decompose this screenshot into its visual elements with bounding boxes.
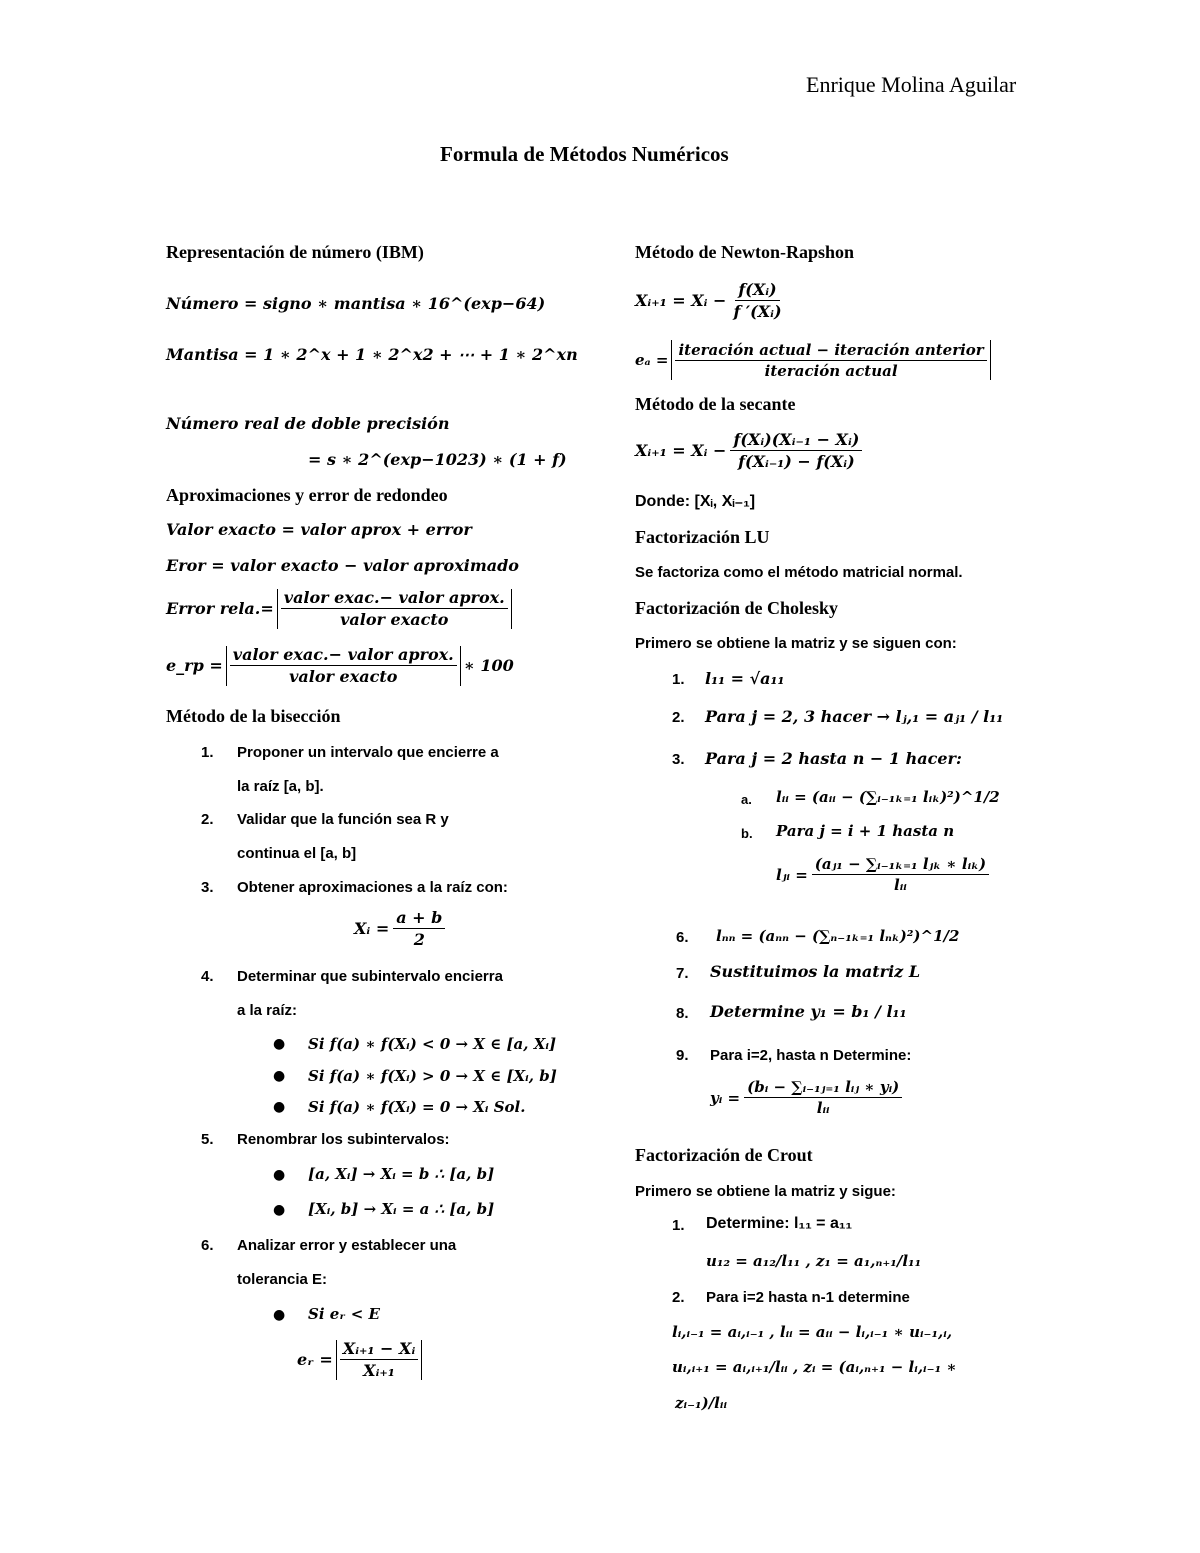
newton-lhs: Xᵢ₊₁ = Xᵢ − bbox=[635, 291, 727, 310]
abs-bar-left bbox=[671, 340, 672, 380]
step-text: a la raíz: bbox=[237, 1002, 298, 1019]
numero-formula: Número = signo ∗ mantisa ∗ 16^(exp−64) bbox=[166, 294, 546, 313]
ea-numerator: iteración actual − iteración anterior bbox=[675, 341, 986, 361]
rename-item: [Xᵢ, b] → Xᵢ = a ∴ [a, b] bbox=[308, 1200, 495, 1218]
cholesky-heading: Factorización de Cholesky bbox=[635, 598, 838, 618]
secante-numerator: f(Xᵢ)(Xᵢ₋₁ − Xᵢ) bbox=[730, 430, 862, 451]
step-number: 2. bbox=[672, 709, 685, 726]
step-number: 3. bbox=[672, 751, 685, 768]
bullet-icon: ● bbox=[273, 1202, 286, 1218]
yi-denominator: lᵢᵢ bbox=[816, 1099, 830, 1117]
step-text: la raíz [a, b]. bbox=[237, 778, 324, 795]
yi-lhs: yᵢ = bbox=[710, 1088, 741, 1107]
bullet-icon: ● bbox=[273, 1167, 286, 1183]
crout-step: Para i=2 hasta n-1 determine bbox=[706, 1289, 910, 1306]
step-text: Determinar que subintervalo encierra bbox=[237, 968, 503, 985]
step-text: tolerancia E: bbox=[237, 1271, 328, 1288]
valor-exacto-formula: Valor exacto = valor aprox + error bbox=[166, 520, 472, 539]
substep-letter: b. bbox=[741, 826, 753, 841]
step-text: continua el [a, b] bbox=[237, 845, 357, 862]
abs-bar-right bbox=[990, 340, 991, 380]
case-item: Si f(a) ∗ f(Xᵢ) < 0 → X ∈ [a, Xᵢ] bbox=[308, 1035, 557, 1053]
abs-bar-right bbox=[511, 589, 512, 629]
crout-intro: Primero se obtiene la matriz y sigue: bbox=[635, 1183, 896, 1200]
cholesky-step: Para i=2, hasta n Determine: bbox=[710, 1047, 912, 1064]
er-formula bbox=[297, 1339, 425, 1380]
mantisa-formula: Mantisa = 1 ∗ 2^x + 1 ∗ 2^x2 + ⋯ + 1 ∗ 2^xn bbox=[166, 345, 578, 364]
newton-heading: Método de Newton-Rapshon bbox=[635, 242, 855, 262]
tolerance-case: Si eᵣ < E bbox=[308, 1305, 380, 1323]
error-rela-formula bbox=[166, 588, 515, 629]
lji-formula bbox=[776, 855, 989, 894]
erp-numerator: valor exac.− valor aprox. bbox=[230, 645, 457, 666]
step-number: 7. bbox=[676, 965, 689, 982]
crout-formula-line: lᵢ,ᵢ₋₁ = aᵢ,ᵢ₋₁ , lᵢᵢ = aᵢᵢ − lᵢ,ᵢ₋₁ ∗ uᵢ₋₁,ᵢ, bbox=[672, 1323, 953, 1341]
secante-heading: Método de la secante bbox=[635, 394, 796, 414]
erp-denominator: valor exacto bbox=[289, 667, 398, 686]
lu-text: Se factoriza como el método matricial normal. bbox=[635, 564, 963, 581]
er-numerator: Xᵢ₊₁ − Xᵢ bbox=[340, 1339, 418, 1360]
crout-step-detail: u₁₂ = a₁₂/l₁₁ , z₁ = a₁,ₙ₊₁/l₁₁ bbox=[706, 1252, 922, 1270]
step-text: Analizar error y establecer una bbox=[237, 1237, 457, 1254]
lu-heading: Factorización LU bbox=[635, 527, 770, 547]
step-text: Proponer un intervalo que encierre a bbox=[237, 744, 499, 761]
step-number: 8. bbox=[676, 1005, 689, 1022]
secante-lhs: Xᵢ₊₁ = Xᵢ − bbox=[635, 441, 727, 460]
error-rela-numerator: valor exac.− valor aprox. bbox=[281, 588, 508, 609]
abs-bar-right bbox=[460, 646, 461, 686]
eror-formula: Eror = valor exacto − valor aproximado bbox=[166, 556, 519, 575]
abs-bar-left bbox=[336, 1340, 337, 1380]
step-number: 1. bbox=[201, 744, 214, 761]
cholesky-substep: lᵢᵢ = (aᵢᵢ − (∑ᵢ₋₁ₖ₌₁ lᵢₖ)²)^1/2 bbox=[776, 788, 1000, 806]
lji-lhs: lⱼᵢ = bbox=[776, 865, 808, 884]
step-number: 1. bbox=[672, 671, 685, 688]
page-title: Formula de Métodos Numéricos bbox=[440, 142, 729, 166]
newton-formula bbox=[635, 280, 785, 321]
step-number: 6. bbox=[676, 929, 689, 946]
substep-letter: a. bbox=[741, 792, 752, 807]
case-item: Si f(a) ∗ f(Xᵢ) = 0 → Xᵢ Sol. bbox=[308, 1098, 526, 1116]
crout-step: Determine: l₁₁ = a₁₁ bbox=[706, 1215, 853, 1232]
case-item: Si f(a) ∗ f(Xᵢ) > 0 → X ∈ [Xᵢ, b] bbox=[308, 1067, 557, 1085]
crout-heading: Factorización de Crout bbox=[635, 1145, 813, 1165]
xi-numerator: a + b bbox=[393, 908, 445, 929]
abs-bar-left bbox=[226, 646, 227, 686]
ibm-heading: Representación de número (IBM) bbox=[166, 242, 424, 262]
bullet-icon: ● bbox=[273, 1068, 286, 1084]
erp-formula bbox=[166, 645, 514, 686]
biseccion-heading: Método de la bisección bbox=[166, 706, 341, 726]
step-text: Validar que la función sea R y bbox=[237, 811, 449, 828]
cholesky-step: Sustituimos la matriz L bbox=[710, 962, 921, 981]
er-lhs: eᵣ = bbox=[297, 1350, 333, 1369]
step-number: 1. bbox=[672, 1217, 685, 1234]
error-rela-label: Error rela.= bbox=[166, 599, 274, 618]
cholesky-step: Para j = 2 hasta n − 1 hacer: bbox=[705, 749, 962, 768]
xi-formula bbox=[354, 908, 445, 949]
bullet-icon: ● bbox=[273, 1099, 286, 1115]
step-number: 3. bbox=[201, 879, 214, 896]
step-number: 5. bbox=[201, 1131, 214, 1148]
cholesky-step: Para j = 2, 3 hacer → lⱼ,₁ = aⱼ₁ / l₁₁ bbox=[705, 707, 1004, 726]
xi-denominator: 2 bbox=[413, 930, 425, 949]
cholesky-intro: Primero se obtiene la matriz y se siguen con: bbox=[635, 635, 957, 652]
aprox-heading: Aproximaciones y error de redondeo bbox=[166, 485, 448, 505]
ea-formula bbox=[635, 340, 994, 380]
step-number: 4. bbox=[201, 968, 214, 985]
step-number: 9. bbox=[676, 1047, 689, 1064]
cholesky-step: l₁₁ = √a₁₁ bbox=[705, 669, 785, 688]
doble-precision-heading: Número real de doble precisión bbox=[166, 414, 450, 433]
rename-item: [a, Xᵢ] → Xᵢ = b ∴ [a, b] bbox=[308, 1165, 495, 1183]
secante-formula bbox=[635, 430, 862, 471]
error-rela-denominator: valor exacto bbox=[340, 610, 449, 629]
step-number: 2. bbox=[201, 811, 214, 828]
erp-label: e_rp = bbox=[166, 656, 223, 675]
abs-bar-right bbox=[421, 1340, 422, 1380]
step-number: 6. bbox=[201, 1237, 214, 1254]
yi-formula bbox=[710, 1078, 902, 1117]
step-number: 2. bbox=[672, 1289, 685, 1306]
xi-lhs: Xᵢ = bbox=[354, 919, 390, 938]
ea-lhs: eₐ = bbox=[635, 351, 669, 369]
step-text: Renombrar los subintervalos: bbox=[237, 1131, 450, 1148]
crout-formula-line: uᵢ,ᵢ₊₁ = aᵢ,ᵢ₊₁/lᵢᵢ , zᵢ = (aᵢ,ₙ₊₁ − lᵢ,ᵢ₋₁ ∗ bbox=[672, 1358, 957, 1376]
donde-text: Donde: [Xᵢ, Xᵢ₋₁] bbox=[635, 493, 756, 510]
author-name: Enrique Molina Aguilar bbox=[806, 72, 1017, 97]
cholesky-step: lₙₙ = (aₙₙ − (∑ₙ₋₁ₖ₌₁ lₙₖ)²)^1/2 bbox=[716, 927, 960, 945]
ea-denominator: iteración actual bbox=[764, 361, 898, 380]
cholesky-step: Determine y₁ = b₁ / l₁₁ bbox=[710, 1002, 907, 1021]
cholesky-substep: Para j = i + 1 hasta n bbox=[776, 822, 955, 840]
abs-bar-left bbox=[277, 589, 278, 629]
er-denominator: Xᵢ₊₁ bbox=[363, 1361, 395, 1380]
newton-numerator: f(Xᵢ) bbox=[735, 280, 779, 301]
secante-denominator: f(Xᵢ₋₁) − f(Xᵢ) bbox=[738, 452, 855, 471]
erp-tail: ∗ 100 bbox=[463, 656, 514, 675]
crout-formula-line: zᵢ₋₁)/lᵢᵢ bbox=[675, 1394, 728, 1412]
yi-numerator: (bᵢ − ∑ᵢ₋₁ⱼ₌₁ lᵢⱼ ∗ yᵢ) bbox=[744, 1078, 902, 1098]
lji-denominator: lᵢᵢ bbox=[894, 876, 907, 894]
doble-precision-formula: = s ∗ 2^(exp−1023) ∗ (1 + f) bbox=[308, 450, 567, 469]
lji-numerator: (aⱼ₁ − ∑ᵢ₋₁ₖ₌₁ lⱼₖ ∗ lᵢₖ) bbox=[812, 855, 989, 875]
step-text: Obtener aproximaciones a la raíz con: bbox=[237, 879, 508, 896]
bullet-icon: ● bbox=[273, 1307, 286, 1323]
bullet-icon: ● bbox=[273, 1036, 286, 1052]
newton-denominator: f ′(Xᵢ) bbox=[733, 302, 782, 321]
